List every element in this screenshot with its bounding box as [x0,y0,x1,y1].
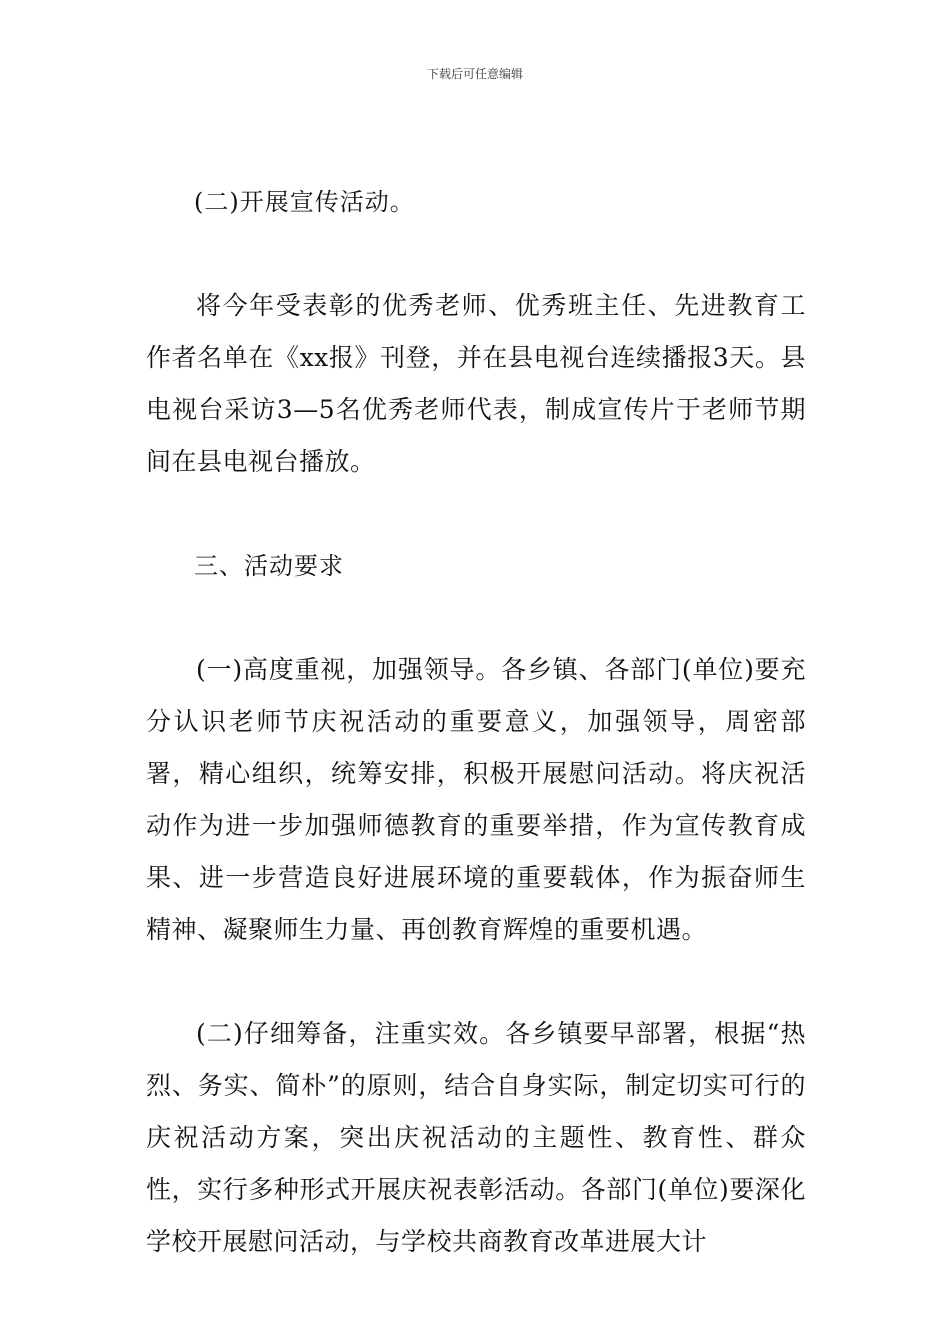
paragraph-gap [146,956,806,1008]
paragraph-propaganda: 将今年受表彰的优秀老师、优秀班主任、先进教育工作者名单在《xx报》刊登，并在县电视台连续播报3天。县电视台采访3—5名优秀老师代表，制成宣传片于老师节期间在县电视台播放。 [146,291,806,476]
paragraph-requirement-1: (一)高度重视，加强领导。各乡镇、各部门(单位)要充分认识老师节庆祝活动的重要意义，加强领导，周密部署，精心组织，统筹安排，积极开展慰问活动。将庆祝活动作为进一步加强师德教育的重要举措，作为宣传教育成果、进一步营造良好进展环境的重要载体，作为振奋师生精神、凝聚师生力量、再创教育辉煌的重要机遇。 [146,655,806,944]
document-body [146,176,806,1268]
paragraph-gap [146,488,806,540]
section-heading-requirements: 三、活动要求 [194,552,344,580]
paragraph-requirement-2: (二)仔细筹备，注重实效。各乡镇要早部署，根据“热烈、务实、简朴”的原则，结合自身实际，制定切实可行的庆祝活动方案，突出庆祝活动的主题性、教育性、群众性，实行多种形式开展庆祝表彰活动。各部门(单位)要深化学校开展慰问活动，与学校共商教育改革进展大计 [146,1019,806,1256]
paragraph-gap [146,592,806,644]
page-header: 下载后可任意编辑 [426,67,523,81]
section-heading-propaganda: (二)开展宣传活动。 [194,188,415,216]
paragraph-gap [146,228,806,280]
